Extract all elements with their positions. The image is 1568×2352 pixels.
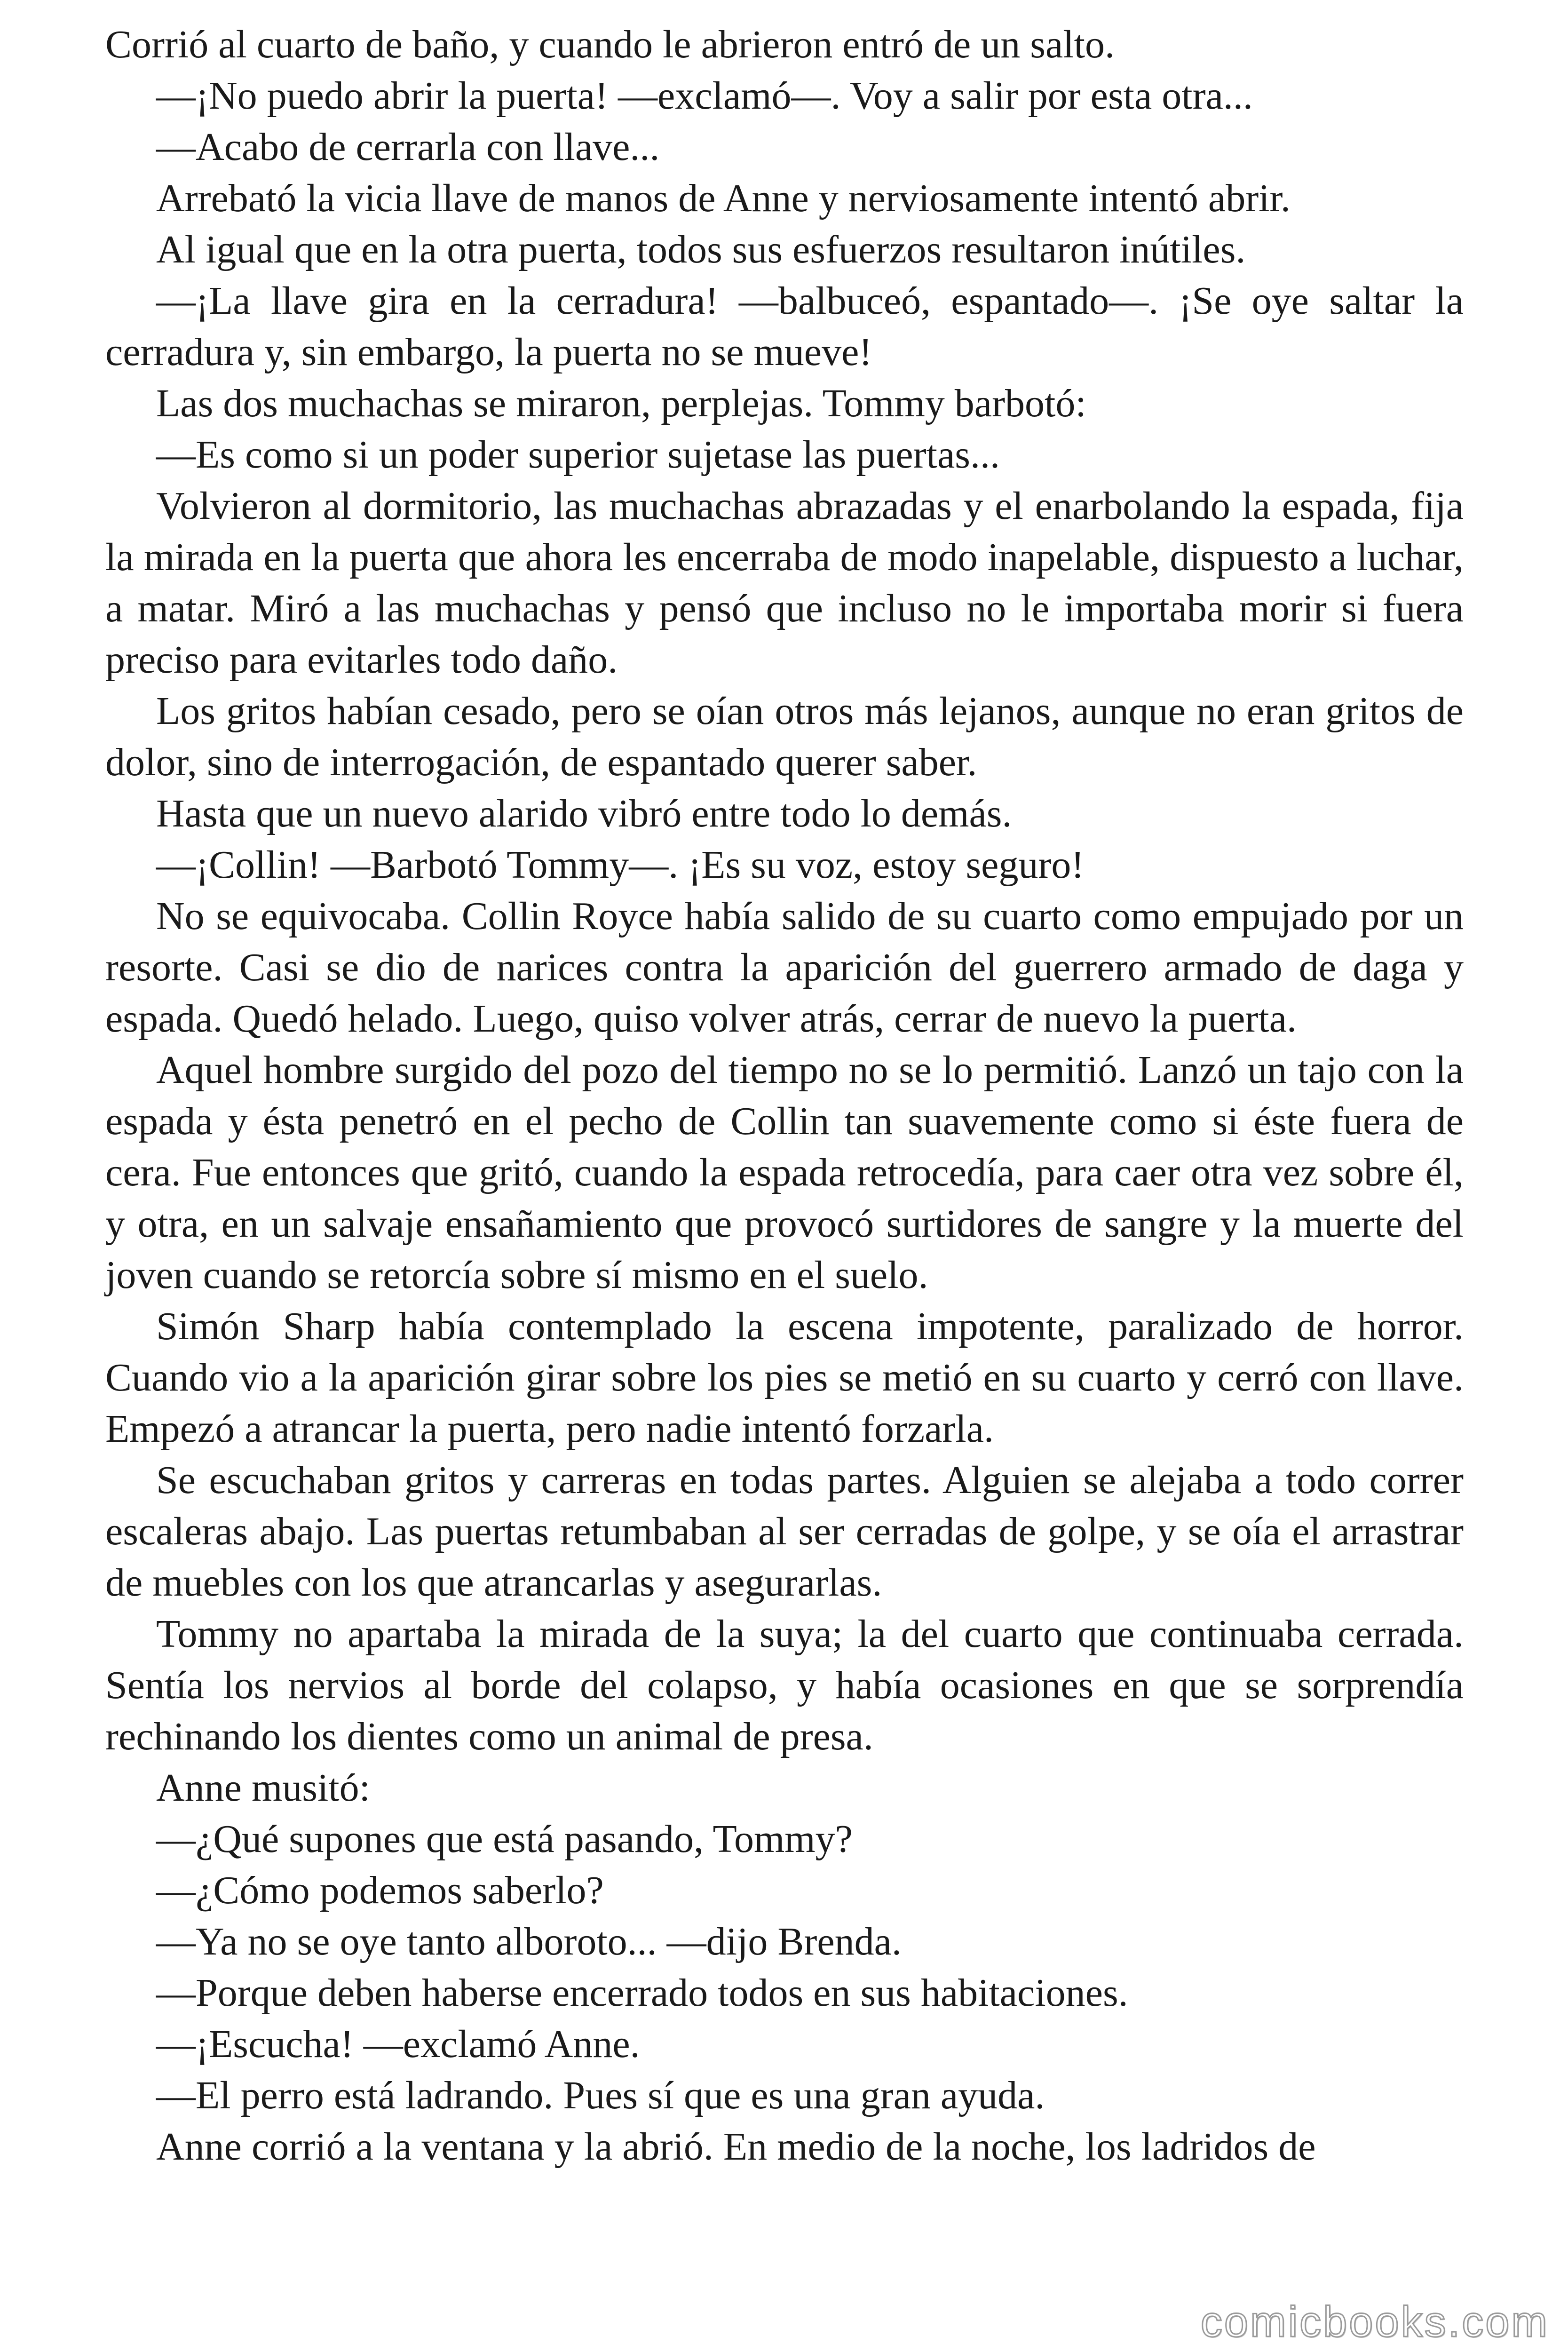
paragraph: Las dos muchachas se miraron, perplejas. Tommy barbotó:	[156, 381, 1086, 425]
paragraph: Los gritos habían cesado, pero se oían otros más lejanos, aunque no eran gritos de dolor, sino de interrogación, de espantado querer saber.	[105, 689, 1464, 784]
paragraph: Simón Sharp había contemplado la escena impotente, paralizado de horror. Cuando vio a la aparición girar sobre los pies se metió en su cuarto y cerró con llave. Empezó a atrancar la puerta, pero nadie intentó forzarla.	[105, 1304, 1464, 1451]
paragraph: Tommy no apartaba la mirada de la suya; la del cuarto que continuaba cerrada. Sentía los nervios al borde del colapso, y había ocasiones en que se sorprendía rechinando los dientes como un animal de presa.	[105, 1612, 1464, 1758]
paragraph: Arrebató la vicia llave de manos de Anne y nerviosamente intentó abrir.	[156, 176, 1291, 220]
paragraph: Corrió al cuarto de baño, y cuando le abrieron entró de un salto.	[105, 23, 1115, 66]
paragraph: Hasta que un nuevo alarido vibró entre todo lo demás.	[156, 792, 1012, 835]
paragraph: —¡Collin! —Barbotó Tommy—. ¡Es su voz, estoy seguro!	[156, 843, 1085, 887]
paragraph: —¿Qué supones que está pasando, Tommy?	[156, 1817, 853, 1861]
paragraph: Se escuchaban gritos y carreras en todas partes. Alguien se alejaba a todo correr escaleras abajo. Las puertas retumbaban al ser cerradas de golpe, y se oía el arrastrar de muebles con los que atrancarlas y asegurarlas.	[105, 1458, 1464, 1605]
paragraph: Volvieron al dormitorio, las muchachas abrazadas y el enarbolando la espada, fija la mirada en la puerta que ahora les encerraba de modo inapelable, dispuesto a luchar, a matar. Miró a las muchachas y pensó que incluso no le importaba morir si fuera preciso para evitarles todo daño.	[105, 484, 1464, 682]
paragraph: Al igual que en la otra puerta, todos sus esfuerzos resultaron inútiles.	[156, 228, 1246, 271]
paragraph: Anne musitó:	[156, 1766, 370, 1810]
paragraph: No se equivocaba. Collin Royce había salido de su cuarto como empujado por un resorte. Casi se dio de narices contra la aparición del guerrero armado de daga y espada. Quedó helado. Luego, quiso volver atrás, cerrar de nuevo la puerta.	[105, 894, 1464, 1041]
paragraph: —Ya no se oye tanto alboroto... —dijo Brenda.	[156, 1920, 902, 1963]
paragraph: —¡No puedo abrir la puerta! —exclamó—. Voy a salir por esta otra...	[156, 74, 1253, 118]
paragraph: —El perro está ladrando. Pues sí que es una gran ayuda.	[156, 2074, 1045, 2117]
paragraph: —Acabo de cerrarla con llave...	[156, 125, 660, 169]
watermark: comicbooks.com	[1200, 2298, 1549, 2346]
paragraph: —Porque deben haberse encerrado todos en sus habitaciones.	[156, 1971, 1128, 2015]
paragraph: —Es como si un poder superior sujetase las puertas...	[156, 433, 1000, 477]
paragraph: Aquel hombre surgido del pozo del tiempo no se lo permitió. Lanzó un tajo con la espada y ésta penetró en el pecho de Collin tan suavemente como si éste fuera de cera. Fue entonces que gritó, cuando la espada retrocedía, para caer otra vez sobre él, y otra, en un salvaje ensañamiento que provocó surtidores de sangre y la muerte del joven cuando se retorcía sobre sí mismo en el suelo.	[105, 1048, 1464, 1297]
paragraph: —¡La llave gira en la cerradura! —balbuceó, espantado—. ¡Se oye saltar la cerradura y, sin embargo, la puerta no se mueve!	[105, 279, 1464, 374]
body-text	[105, 19, 1464, 2172]
paragraph: —¡Escucha! —exclamó Anne.	[156, 2022, 640, 2066]
paragraph: Anne corrió a la ventana y la abrió. En medio de la noche, los ladridos de	[156, 2125, 1316, 2169]
paragraph: —¿Cómo podemos saberlo?	[156, 1868, 604, 1912]
